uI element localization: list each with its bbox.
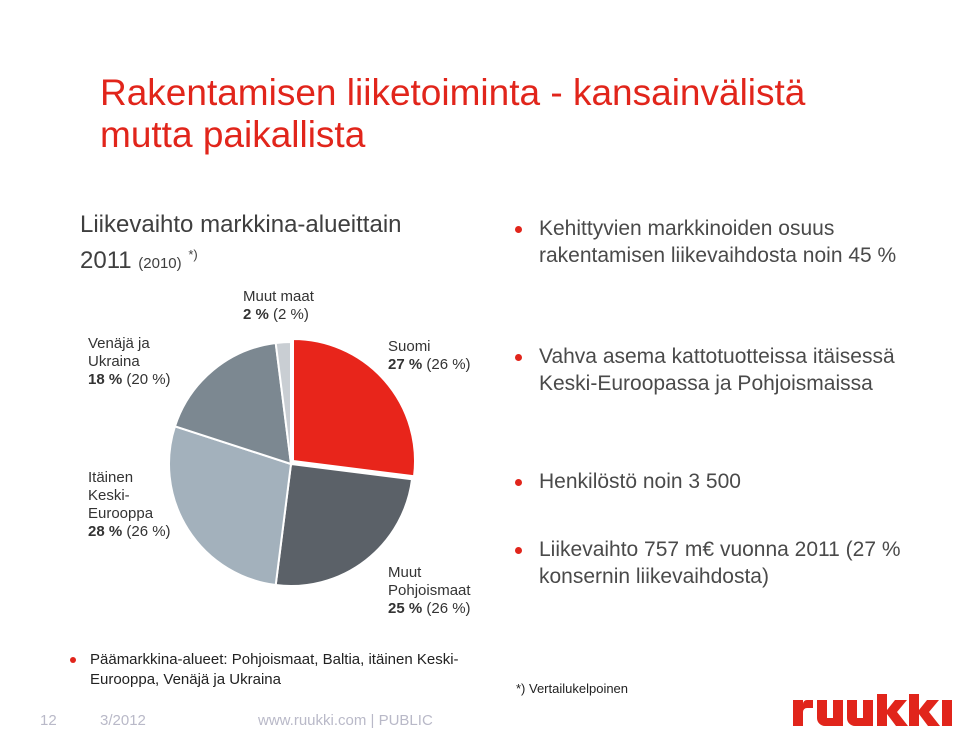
label-venaja [88,335,171,389]
slide-title: Rakentamisen liiketoiminta - kansainvälistä mutta paikallista [100,72,806,155]
bullet-dot [515,226,522,233]
label-muut-maat [243,288,314,324]
footer-date: 3/2012 [100,712,146,729]
label-muut-maat-prev: (2 %) [273,306,309,323]
footnote: *) Vertailukelpoinen [516,681,629,696]
label-mp-prev: (26 %) [426,600,471,617]
label-muut-pohjoismaat [388,564,471,618]
label-venaja-pct: 18 % [88,371,123,388]
bullet-dot [70,657,76,663]
page-number: 12 [40,712,57,729]
pie-slices [169,339,415,586]
label-ita-line3: Eurooppa [88,505,154,522]
label-venaja-line1: Venäjä ja [88,335,150,352]
subtitle-prev: (2010) [138,255,182,272]
label-ita-prev: (26 %) [126,523,171,540]
label-ita-pct: 28 % [88,523,123,540]
label-mp-pct: 25 % [388,600,423,617]
label-suomi [388,338,471,374]
label-suomi-pct: 27 % [388,356,423,373]
bullet-dot [515,547,522,554]
bullet-dot [515,479,522,486]
subtitle-main: Liikevaihto markkina-alueittain [80,211,402,238]
bullet-text: Liikevaihto 757 m€ vuonna 2011 (27 % konsernin liikevaihdosta) [539,538,901,588]
label-ita-eurooppa [88,469,171,541]
subtitle-year: 2011 [80,247,132,274]
bullet-text: Vahva asema kattotuotteissa itäisessä Keski-Euroopassa ja Pohjoismaissa [539,345,895,395]
label-venaja-line2: Ukraina [88,353,140,370]
label-mp-line2: Pohjoismaat [388,582,471,599]
label-muut-maat-pct: 2 % [243,306,269,323]
label-mp-line1: Muut [388,564,422,581]
label-suomi-name: Suomi [388,338,431,355]
bullet-dot [515,354,522,361]
ruukki-logo [793,690,953,730]
subtitle-note: *) [188,247,198,262]
label-venaja-prev: (20 %) [126,371,171,388]
bullet-text: Kehittyvien markkinoiden osuus rakentamisen liikevaihdosta noin 45 % [539,217,897,267]
bottom-bullet-text: Päämarkkina-alueet: Pohjoismaat, Baltia, itäinen Keski-Eurooppa, Venäjä ja Ukraina [90,651,459,688]
footer-site[interactable]: www.ruukki.com | PUBLIC [258,712,433,729]
label-ita-line2: Keski- [88,487,130,504]
label-muut-maat-name: Muut maat [243,288,314,305]
label-ita-line1: Itäinen [88,469,134,486]
bullet-text: Henkilöstö noin 3 500 [539,470,741,493]
label-suomi-prev: (26 %) [426,356,471,373]
